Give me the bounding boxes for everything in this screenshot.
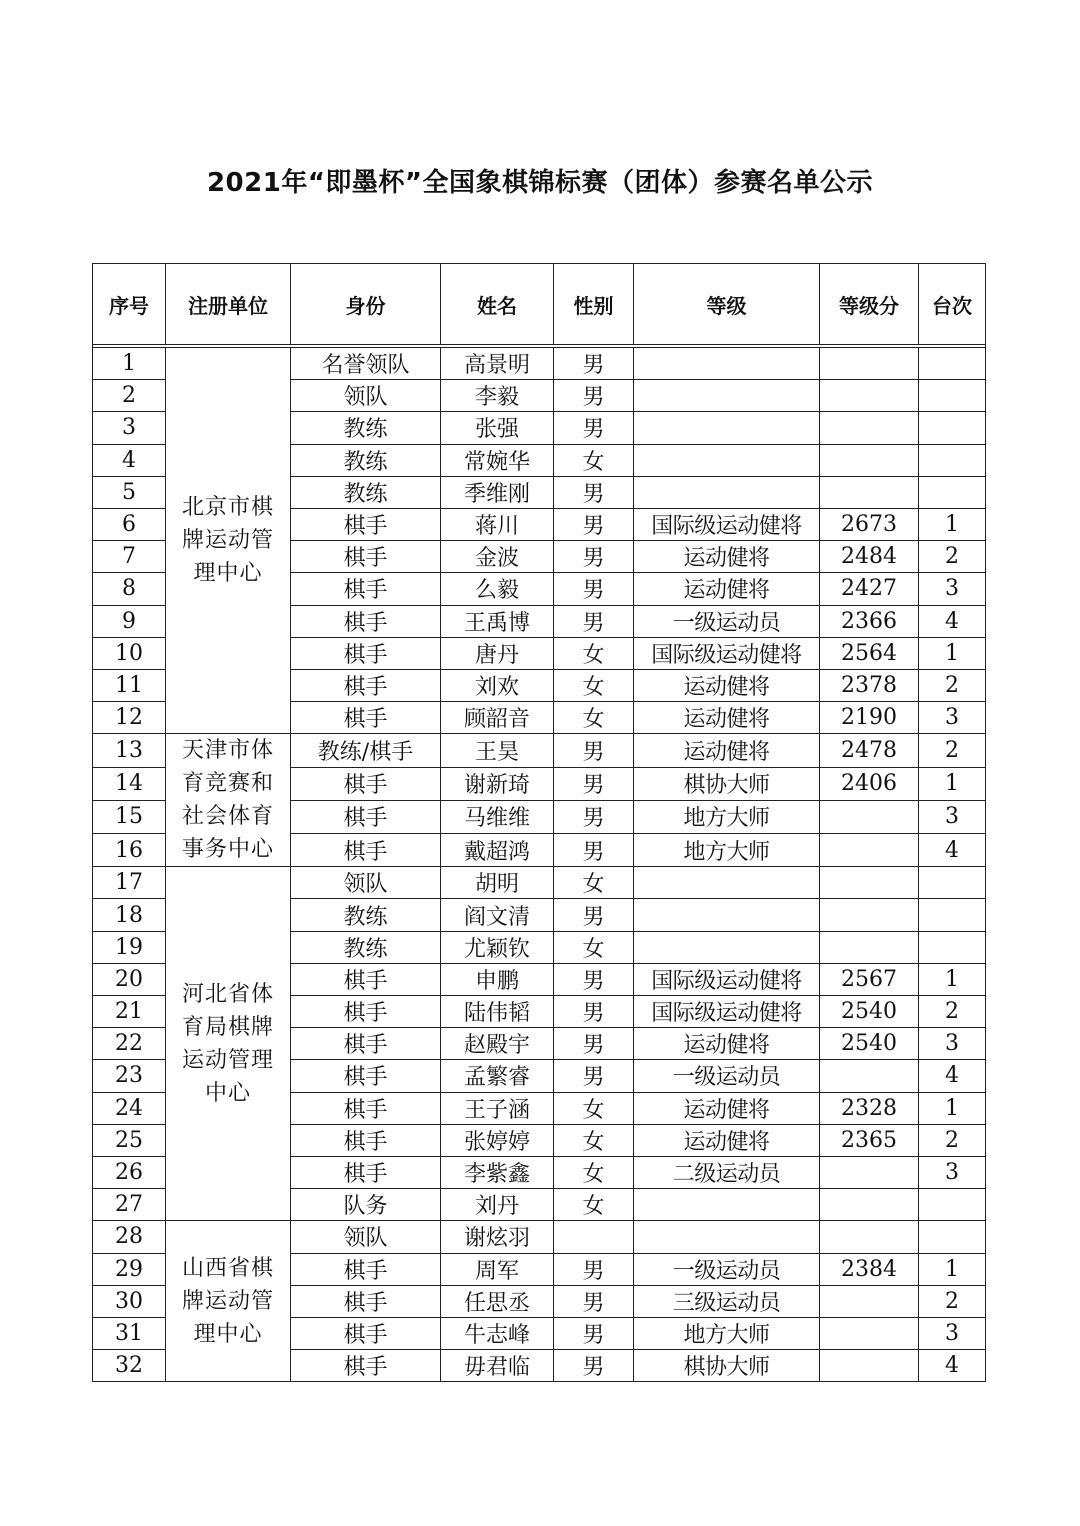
cell-level (634, 1189, 820, 1221)
cell-rating: 2384 (820, 1253, 919, 1285)
cell-rating (820, 931, 919, 963)
cell-level: 运动健将 (634, 573, 820, 605)
cell-level (634, 867, 820, 899)
cell-name: 胡明 (441, 867, 554, 899)
cell-board (919, 931, 986, 963)
cell-gender: 男 (554, 1350, 634, 1382)
cell-unit: 北京市棋牌运动管理中心 (166, 348, 291, 734)
cell-no: 25 (93, 1124, 166, 1156)
cell-role: 教练 (291, 476, 441, 508)
cell-name: 申鹏 (441, 963, 554, 995)
cell-board: 4 (919, 605, 986, 637)
cell-rating: 2427 (820, 573, 919, 605)
cell-rating: 2564 (820, 637, 919, 669)
cell-rating: 2378 (820, 669, 919, 701)
cell-rating (820, 412, 919, 444)
cell-no: 5 (93, 476, 166, 508)
cell-rating (820, 1156, 919, 1188)
cell-gender: 男 (554, 834, 634, 867)
cell-gender: 女 (554, 867, 634, 899)
cell-unit: 山西省棋牌运动管理中心 (166, 1221, 291, 1382)
cell-rating (820, 348, 919, 380)
cell-level: 地方大师 (634, 1317, 820, 1349)
cell-level: 国际级运动健将 (634, 996, 820, 1028)
cell-board: 1 (919, 637, 986, 669)
cell-role: 棋手 (291, 1253, 441, 1285)
cell-role: 棋手 (291, 605, 441, 637)
cell-board: 2 (919, 1124, 986, 1156)
cell-board: 4 (919, 834, 986, 867)
cell-board: 2 (919, 734, 986, 767)
cell-board (919, 899, 986, 931)
cell-level (634, 476, 820, 508)
header-board: 台次 (919, 264, 986, 345)
cell-rating (820, 800, 919, 833)
cell-board: 1 (919, 767, 986, 800)
cell-board: 3 (919, 702, 986, 734)
cell-role: 棋手 (291, 1028, 441, 1060)
cell-no: 14 (93, 767, 166, 800)
cell-level (634, 412, 820, 444)
cell-unit: 天津市体育竞赛和社会体育事务中心 (166, 734, 291, 867)
cell-gender: 男 (554, 899, 634, 931)
cell-no: 24 (93, 1092, 166, 1124)
cell-board: 1 (919, 1253, 986, 1285)
cell-rating: 2673 (820, 508, 919, 540)
cell-rating: 2406 (820, 767, 919, 800)
header-name: 姓名 (441, 264, 554, 345)
cell-level: 国际级运动健将 (634, 963, 820, 995)
cell-board (919, 380, 986, 412)
cell-role: 棋手 (291, 1156, 441, 1188)
cell-role: 棋手 (291, 1317, 441, 1349)
cell-name: 刘欢 (441, 669, 554, 701)
cell-gender: 男 (554, 734, 634, 767)
cell-role: 棋手 (291, 767, 441, 800)
cell-name: 蒋川 (441, 508, 554, 540)
cell-no: 3 (93, 412, 166, 444)
cell-no: 16 (93, 834, 166, 867)
cell-rating (820, 1317, 919, 1349)
header-level: 等级 (634, 264, 820, 345)
cell-level (634, 444, 820, 476)
cell-name: 赵殿宇 (441, 1028, 554, 1060)
cell-role: 棋手 (291, 541, 441, 573)
cell-level: 运动健将 (634, 1028, 820, 1060)
cell-rating: 2567 (820, 963, 919, 995)
cell-rating (820, 444, 919, 476)
cell-role: 棋手 (291, 1285, 441, 1317)
cell-name: 王子涵 (441, 1092, 554, 1124)
cell-rating: 2540 (820, 996, 919, 1028)
cell-board: 1 (919, 508, 986, 540)
cell-gender: 女 (554, 637, 634, 669)
cell-gender: 男 (554, 963, 634, 995)
cell-rating (820, 834, 919, 867)
cell-no: 9 (93, 605, 166, 637)
cell-board (919, 476, 986, 508)
cell-gender: 女 (554, 669, 634, 701)
cell-rating (820, 1060, 919, 1092)
cell-level (634, 348, 820, 380)
cell-gender: 男 (554, 1028, 634, 1060)
cell-no: 13 (93, 734, 166, 767)
cell-rating: 2484 (820, 541, 919, 573)
cell-board: 3 (919, 1028, 986, 1060)
cell-role: 棋手 (291, 963, 441, 995)
cell-level (634, 1221, 820, 1253)
cell-role: 棋手 (291, 669, 441, 701)
cell-gender: 男 (554, 476, 634, 508)
cell-level: 运动健将 (634, 702, 820, 734)
cell-role: 教练 (291, 931, 441, 963)
cell-name: 周军 (441, 1253, 554, 1285)
cell-name: 谢新琦 (441, 767, 554, 800)
cell-board (919, 444, 986, 476)
cell-rating: 2190 (820, 702, 919, 734)
cell-level: 运动健将 (634, 734, 820, 767)
cell-no: 27 (93, 1189, 166, 1221)
cell-board: 3 (919, 1156, 986, 1188)
cell-unit: 河北省体育局棋牌运动管理中心 (166, 867, 291, 1221)
cell-gender: 男 (554, 800, 634, 833)
cell-role: 棋手 (291, 508, 441, 540)
cell-no: 11 (93, 669, 166, 701)
cell-board: 4 (919, 1060, 986, 1092)
cell-rating: 2478 (820, 734, 919, 767)
cell-level: 一级运动员 (634, 605, 820, 637)
cell-rating (820, 867, 919, 899)
cell-board: 2 (919, 669, 986, 701)
cell-no: 21 (93, 996, 166, 1028)
cell-no: 23 (93, 1060, 166, 1092)
table-row (93, 1221, 986, 1253)
cell-gender: 女 (554, 1124, 634, 1156)
cell-name: 唐丹 (441, 637, 554, 669)
cell-gender: 男 (554, 380, 634, 412)
cell-level (634, 380, 820, 412)
cell-no: 30 (93, 1285, 166, 1317)
cell-level: 国际级运动健将 (634, 637, 820, 669)
cell-name: 季维刚 (441, 476, 554, 508)
cell-gender: 女 (554, 1156, 634, 1188)
cell-level (634, 899, 820, 931)
cell-level: 地方大师 (634, 834, 820, 867)
cell-level: 运动健将 (634, 1124, 820, 1156)
cell-name: 谢炫羽 (441, 1221, 554, 1253)
table-row (93, 348, 986, 380)
cell-role: 棋手 (291, 702, 441, 734)
table-row (93, 867, 986, 899)
cell-role: 棋手 (291, 637, 441, 669)
cell-gender: 男 (554, 573, 634, 605)
cell-gender: 男 (554, 1060, 634, 1092)
cell-board (919, 867, 986, 899)
cell-level: 地方大师 (634, 800, 820, 833)
cell-rating (820, 1189, 919, 1221)
cell-name: 马维维 (441, 800, 554, 833)
cell-gender: 男 (554, 1317, 634, 1349)
cell-board: 3 (919, 573, 986, 605)
cell-role: 教练 (291, 444, 441, 476)
cell-no: 6 (93, 508, 166, 540)
cell-no: 2 (93, 380, 166, 412)
cell-board: 2 (919, 1285, 986, 1317)
cell-board (919, 412, 986, 444)
cell-role: 领队 (291, 867, 441, 899)
cell-level: 运动健将 (634, 541, 820, 573)
cell-name: 任思丞 (441, 1285, 554, 1317)
cell-no: 8 (93, 573, 166, 605)
cell-level: 棋协大师 (634, 1350, 820, 1382)
cell-rating: 2365 (820, 1124, 919, 1156)
cell-board: 1 (919, 963, 986, 995)
cell-gender: 女 (554, 1092, 634, 1124)
cell-name: 高景明 (441, 348, 554, 380)
table-header-row (93, 264, 986, 345)
cell-rating: 2366 (820, 605, 919, 637)
cell-role: 棋手 (291, 1060, 441, 1092)
cell-board (919, 1221, 986, 1253)
cell-role: 棋手 (291, 1124, 441, 1156)
cell-name: 毋君临 (441, 1350, 554, 1382)
cell-no: 20 (93, 963, 166, 995)
table-row (93, 734, 986, 767)
cell-name: 李毅 (441, 380, 554, 412)
cell-no: 32 (93, 1350, 166, 1382)
cell-name: 阎文清 (441, 899, 554, 931)
cell-role: 棋手 (291, 834, 441, 867)
cell-name: 金波 (441, 541, 554, 573)
cell-board: 3 (919, 800, 986, 833)
cell-name: 王昊 (441, 734, 554, 767)
cell-level: 国际级运动健将 (634, 508, 820, 540)
cell-board: 3 (919, 1317, 986, 1349)
cell-no: 29 (93, 1253, 166, 1285)
cell-name: 王禹博 (441, 605, 554, 637)
cell-gender: 男 (554, 508, 634, 540)
cell-name: 陆伟韬 (441, 996, 554, 1028)
cell-board (919, 348, 986, 380)
cell-gender: 女 (554, 1189, 634, 1221)
cell-role: 教练 (291, 412, 441, 444)
cell-role: 棋手 (291, 996, 441, 1028)
cell-gender: 女 (554, 702, 634, 734)
cell-no: 4 (93, 444, 166, 476)
cell-gender: 男 (554, 541, 634, 573)
cell-rating (820, 1350, 919, 1382)
cell-no: 17 (93, 867, 166, 899)
header-no: 序号 (93, 264, 166, 345)
cell-rating (820, 1285, 919, 1317)
cell-name: 刘丹 (441, 1189, 554, 1221)
cell-role: 教练/棋手 (291, 734, 441, 767)
cell-gender: 男 (554, 996, 634, 1028)
cell-board: 4 (919, 1350, 986, 1382)
cell-board (919, 1189, 986, 1221)
roster-table (92, 263, 986, 1382)
cell-rating (820, 476, 919, 508)
cell-role: 教练 (291, 899, 441, 931)
cell-role: 棋手 (291, 573, 441, 605)
header-rating: 等级分 (820, 264, 919, 345)
cell-no: 18 (93, 899, 166, 931)
cell-name: 么毅 (441, 573, 554, 605)
cell-name: 牛志峰 (441, 1317, 554, 1349)
cell-level (634, 931, 820, 963)
cell-name: 孟繁睿 (441, 1060, 554, 1092)
header-role: 身份 (291, 264, 441, 345)
cell-board: 1 (919, 1092, 986, 1124)
roster-body (93, 348, 986, 1382)
cell-gender: 男 (554, 605, 634, 637)
cell-gender: 男 (554, 412, 634, 444)
cell-role: 棋手 (291, 1092, 441, 1124)
cell-level: 运动健将 (634, 669, 820, 701)
cell-gender: 男 (554, 1253, 634, 1285)
cell-gender (554, 1221, 634, 1253)
cell-level: 三级运动员 (634, 1285, 820, 1317)
cell-role: 队务 (291, 1189, 441, 1221)
cell-no: 1 (93, 348, 166, 380)
header-unit: 注册单位 (166, 264, 291, 345)
page-title: 2021年“即墨杯”全国象棋锦标赛（团体）参赛名单公示 (206, 168, 874, 198)
cell-role: 棋手 (291, 1350, 441, 1382)
cell-no: 10 (93, 637, 166, 669)
cell-name: 尤颖钦 (441, 931, 554, 963)
cell-level: 一级运动员 (634, 1060, 820, 1092)
cell-board: 2 (919, 541, 986, 573)
cell-rating: 2328 (820, 1092, 919, 1124)
cell-rating (820, 1221, 919, 1253)
cell-name: 李紫鑫 (441, 1156, 554, 1188)
cell-role: 领队 (291, 1221, 441, 1253)
cell-level: 一级运动员 (634, 1253, 820, 1285)
cell-level: 棋协大师 (634, 767, 820, 800)
cell-no: 26 (93, 1156, 166, 1188)
cell-no: 31 (93, 1317, 166, 1349)
cell-rating: 2540 (820, 1028, 919, 1060)
cell-rating (820, 899, 919, 931)
cell-level: 运动健将 (634, 1092, 820, 1124)
cell-no: 19 (93, 931, 166, 963)
cell-role: 棋手 (291, 800, 441, 833)
cell-board: 2 (919, 996, 986, 1028)
cell-role: 名誉领队 (291, 348, 441, 380)
cell-name: 常婉华 (441, 444, 554, 476)
cell-name: 戴超鸿 (441, 834, 554, 867)
header-gender: 性别 (554, 264, 634, 345)
cell-gender: 男 (554, 1285, 634, 1317)
cell-rating (820, 380, 919, 412)
cell-level: 二级运动员 (634, 1156, 820, 1188)
cell-gender: 女 (554, 444, 634, 476)
cell-name: 顾韶音 (441, 702, 554, 734)
cell-name: 张婷婷 (441, 1124, 554, 1156)
cell-gender: 男 (554, 348, 634, 380)
cell-no: 15 (93, 800, 166, 833)
cell-no: 28 (93, 1221, 166, 1253)
cell-no: 22 (93, 1028, 166, 1060)
cell-no: 7 (93, 541, 166, 573)
cell-name: 张强 (441, 412, 554, 444)
cell-gender: 女 (554, 931, 634, 963)
cell-no: 12 (93, 702, 166, 734)
cell-role: 领队 (291, 380, 441, 412)
cell-gender: 男 (554, 767, 634, 800)
